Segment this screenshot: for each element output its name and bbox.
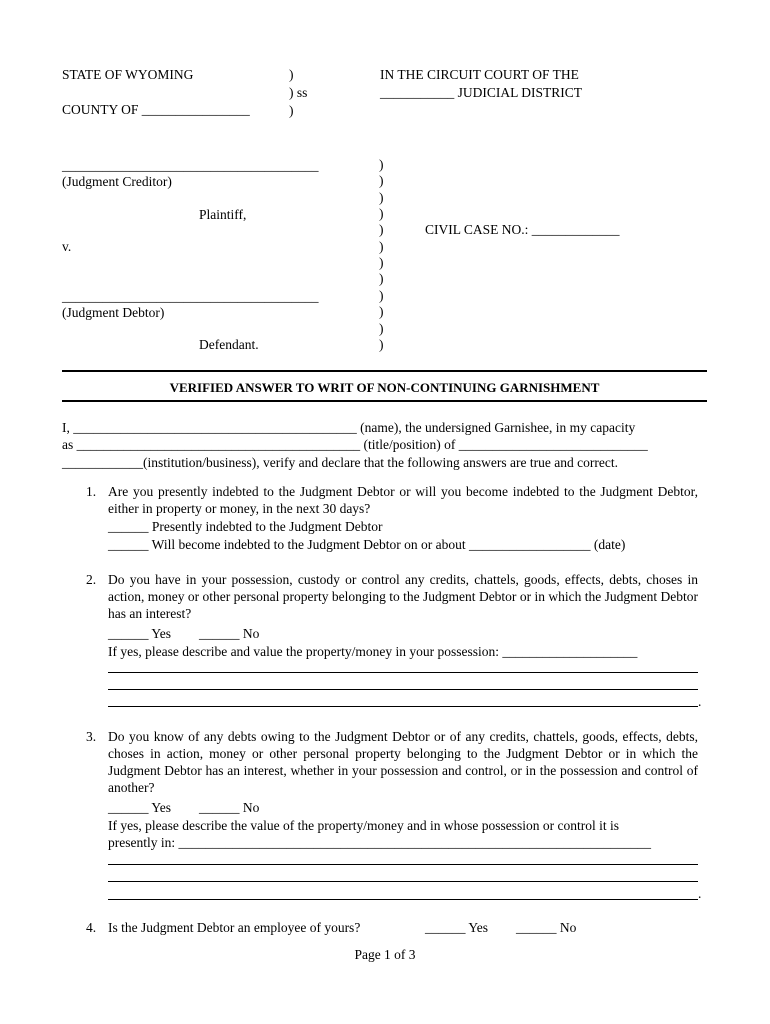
q4-yes-option[interactable]: ______ Yes xyxy=(425,920,489,935)
q2-answer-line[interactable] xyxy=(108,706,698,707)
garnishee-title-line[interactable]: as __________________________________________ (title/position) of ____________________________ xyxy=(62,437,648,452)
question-number: 4. xyxy=(86,920,97,935)
caption-paren: ) xyxy=(379,255,384,270)
question-number: 3. xyxy=(86,729,97,744)
q3-describe-field[interactable]: presently in: ______________________________________________________________________ xyxy=(108,835,651,850)
caption-paren: ) xyxy=(379,271,384,286)
case-number-field[interactable]: CIVIL CASE NO.: _____________ xyxy=(425,222,620,237)
q2-period: . xyxy=(698,694,702,709)
q2-describe-field[interactable]: If yes, please describe and value the property/money in your possession: ____________________ xyxy=(108,644,638,659)
caption-paren: ) xyxy=(379,222,384,237)
q3-yes-option[interactable]: ______ Yes xyxy=(108,800,172,815)
caption-paren: ) xyxy=(379,239,384,254)
garnishee-name-line[interactable]: I, __________________________________________ (name), the undersigned Garnishee, in my capacity xyxy=(62,420,636,435)
question-2-text: Do you have in your possession, custody or control any credits, chattels, goods, effects, debts, choses in action, money or other personal property belonging to the Judgment Debtor or in which the Judgment Debtor has an interest? xyxy=(108,572,698,621)
caption-paren: ) xyxy=(379,304,384,319)
q2-no-option[interactable]: ______ No xyxy=(199,626,260,641)
question-3-text: Do you know of any debts owing to the Judgment Debtor or of any credits, chattels, goods, effects, debts, choses in action, money or other personal property belonging to the Judgment Debtor or in which the Judgment Debtor has an interest, whether in your possession and control, or in the possession and control of another? xyxy=(108,729,698,795)
question-4-text: Is the Judgment Debtor an employee of yours? xyxy=(108,920,361,935)
q2-answer-line[interactable] xyxy=(108,672,698,673)
state-label: STATE OF WYOMING xyxy=(62,67,194,82)
caption-paren: ) xyxy=(379,190,384,205)
institution-line[interactable]: ____________(institution/business), verify and declare that the following answers are true and correct. xyxy=(62,455,618,470)
versus-label: v. xyxy=(62,239,72,254)
debtor-label: (Judgment Debtor) xyxy=(62,305,165,320)
district-field[interactable]: ___________ JUDICIAL DISTRICT xyxy=(380,85,582,100)
q3-no-option[interactable]: ______ No xyxy=(199,800,260,815)
creditor-field[interactable]: ______________________________________ xyxy=(62,158,319,173)
q3-answer-line[interactable] xyxy=(108,899,698,900)
q3-describe-text: If yes, please describe the value of the property/money and in whose possession or control it is xyxy=(108,818,619,833)
question-number: 2. xyxy=(86,572,97,587)
question-1-text: Are you presently indebted to the Judgment Debtor or will you become indebted to the Judgment Debtor, either in property or money, in the next 30 days? xyxy=(108,484,698,516)
caption-paren: ) xyxy=(379,206,384,221)
caption-paren: ) xyxy=(289,67,294,82)
title-rule-bottom xyxy=(62,400,707,402)
page-number: Page 1 of 3 xyxy=(354,947,416,962)
q3-answer-line[interactable] xyxy=(108,881,698,882)
court-title: IN THE CIRCUIT COURT OF THE xyxy=(380,67,579,82)
ss-label: ) ss xyxy=(289,85,308,100)
q2-answer-line[interactable] xyxy=(108,689,698,690)
caption-paren: ) xyxy=(379,173,384,188)
caption-paren: ) xyxy=(379,337,384,352)
question-number: 1. xyxy=(86,484,97,499)
q3-period: . xyxy=(698,886,702,901)
caption-paren: ) xyxy=(379,157,384,172)
q4-no-option[interactable]: ______ No xyxy=(516,920,577,935)
plaintiff-label: Plaintiff, xyxy=(199,207,247,222)
title-rule-top xyxy=(62,370,707,372)
caption-paren: ) xyxy=(379,321,384,336)
county-field[interactable]: COUNTY OF ________________ xyxy=(62,102,250,117)
document-title: VERIFIED ANSWER TO WRIT OF NON-CONTINUING GARNISHMENT xyxy=(169,380,600,395)
q2-yes-option[interactable]: ______ Yes xyxy=(108,626,172,641)
debtor-field[interactable]: ______________________________________ xyxy=(62,289,319,304)
caption-paren: ) xyxy=(379,288,384,303)
presently-indebted-option[interactable]: ______ Presently indebted to the Judgment Debtor xyxy=(108,519,383,534)
defendant-label: Defendant. xyxy=(199,337,259,352)
will-become-indebted-option[interactable]: ______ Will become indebted to the Judgment Debtor on or about __________________ (date) xyxy=(108,537,626,552)
q3-answer-line[interactable] xyxy=(108,864,698,865)
caption-paren: ) xyxy=(289,103,294,118)
creditor-label: (Judgment Creditor) xyxy=(62,174,172,189)
